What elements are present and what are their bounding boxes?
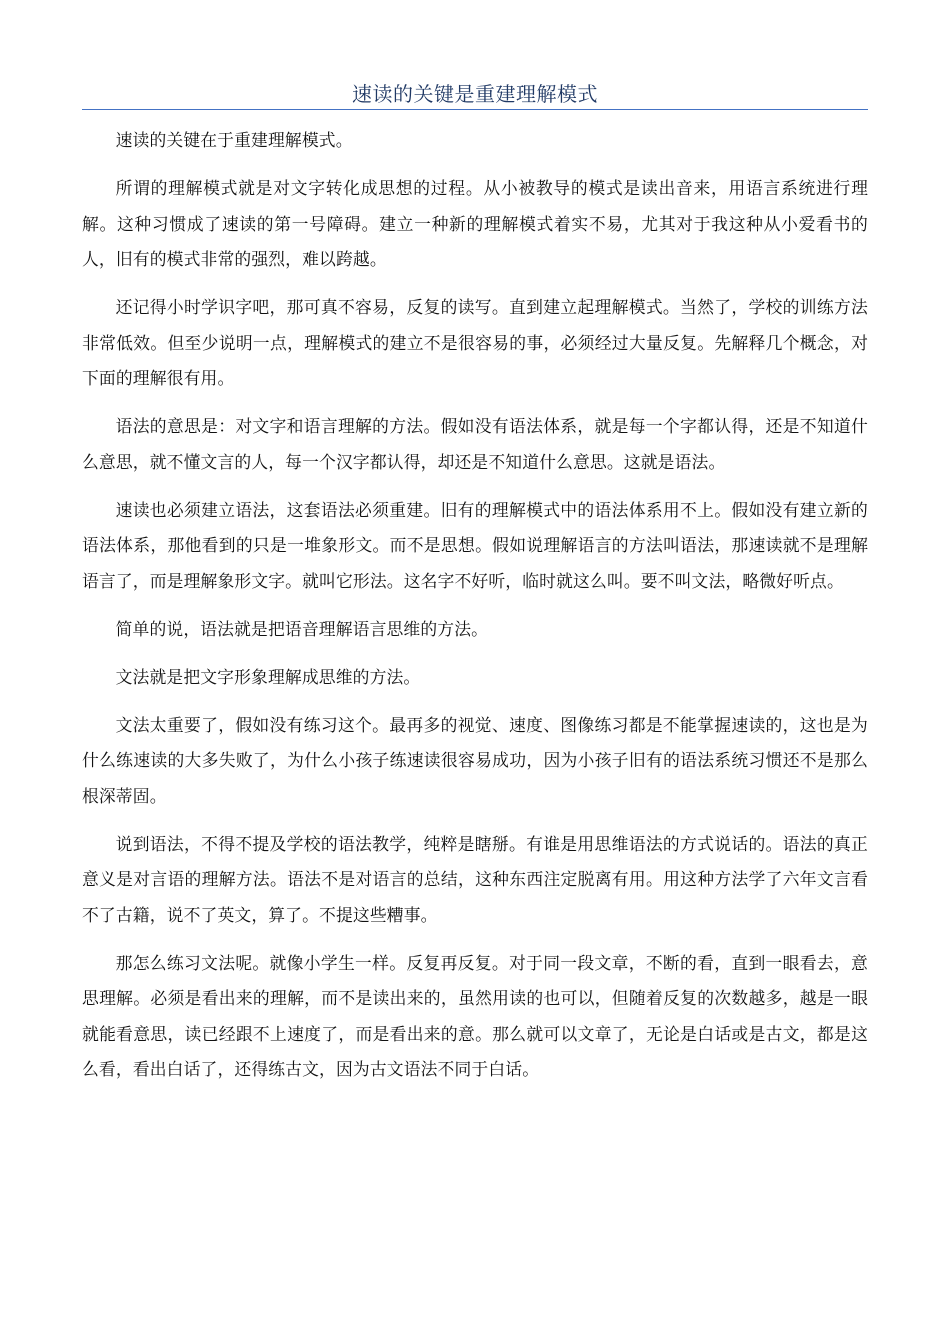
paragraph: 还记得小时学识字吧，那可真不容易，反复的读写。直到建立起理解模式。当然了，学校的训练方法非常低效。但至少说明一点，理解模式的建立不是很容易的事，必须经过大量反复。先解释几个概念，对下面的理解很有用。: [82, 297, 868, 388]
paragraph: 速读也必须建立语法，这套语法必须重建。旧有的理解模式中的语法体系用不上。假如没有建立新的语法体系，那他看到的只是一堆象形文。而不是思想。假如说理解语言的方法叫语法，那速读就不是理解语言了，而是理解象形文字。就叫它形法。这名字不好听，临时就这么叫。要不叫文法，略微好听点。: [82, 499, 868, 591]
paragraph: 所谓的理解模式就是对文字转化成思想的过程。从小被教导的模式是读出音来，用语言系统进行理解。这种习惯成了速读的第一号障碍。建立一种新的理解模式着实不易，尤其对于我这种从小爱看书的人，旧有的模式非常的强烈，难以跨越。: [82, 178, 868, 269]
document-body: [82, 123, 868, 1100]
paragraph: 速读的关键在于重建理解模式。: [115, 130, 353, 150]
paragraph: 语法的意思是：对文字和语言理解的方法。假如没有语法体系，就是每一个字都认得，还是不知道什么意思，就不懂文言的人，每一个汉字都认得，却还是不知道什么意思。这就是语法。: [82, 416, 868, 472]
paragraph: 简单的说，语法就是把语音理解语言思维的方法。: [115, 618, 489, 639]
document-title: 速读的关键是重建理解模式: [352, 82, 598, 106]
title-underline: [82, 109, 868, 110]
paragraph: 说到语法，不得不提及学校的语法教学，纯粹是瞎掰。有谁是用思维语法的方式说话的。语法的真正意义是对言语的理解方法。语法不是对语言的总结，这种东西注定脱离有用。用这种方法学了六年文言看不了古籍，说不了英文，算了。不提这些糟事。: [82, 833, 868, 925]
paragraph: 文法太重要了，假如没有练习这个。最再多的视觉、速度、图像练习都是不能掌握速读的，这也是为什么练速读的大多失败了，为什么小孩子练速读很容易成功，因为小孩子旧有的语法系统习惯还不是那么根深蒂固。: [82, 714, 868, 806]
paragraph: 文法就是把文字形象理解成思维的方法。: [115, 666, 421, 687]
paragraph: 那怎么练习文法呢。就像小学生一样。反复再反复。对于同一段文章，不断的看，直到一眼看去，意思理解。必须是看出来的理解，而不是读出来的，虽然用读的也可以，但随着反复的次数越多，越是一眼就能看意思，读已经跟不上速度了，而是看出来的意。那么就可以文章了，无论是白话或是古文，都是这么看，看出白话了，还得练古文，因为古文语法不同于白话。: [82, 952, 868, 1079]
